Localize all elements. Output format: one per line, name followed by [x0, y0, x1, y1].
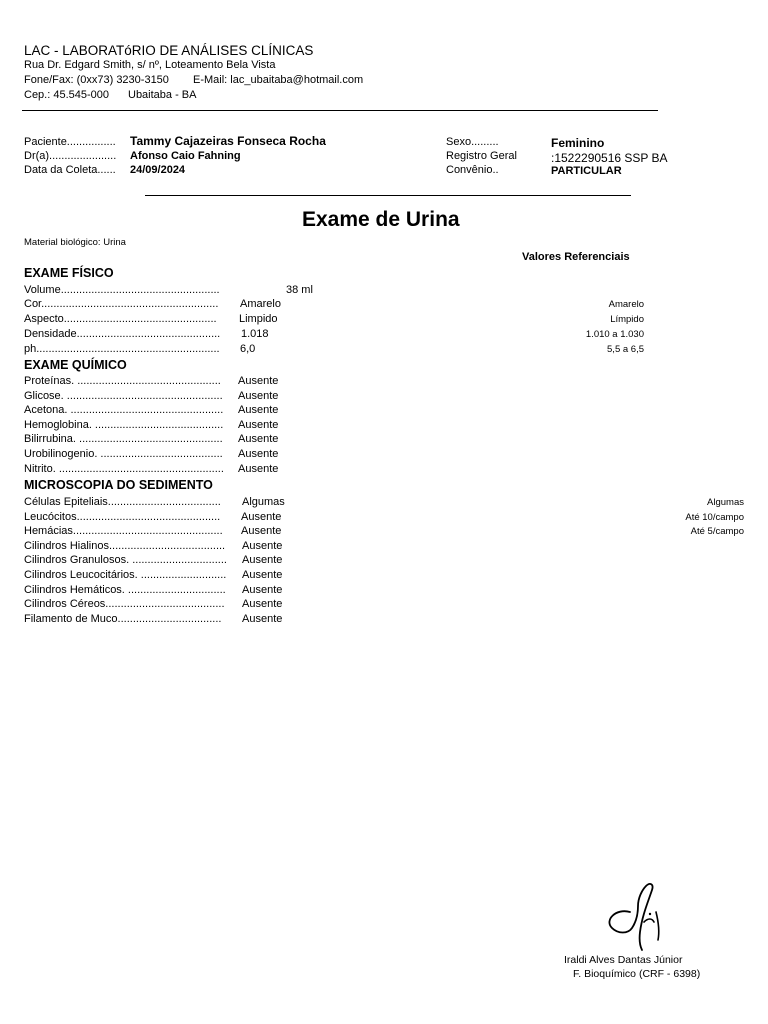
- fisico-row-label: Aspecto..................................................: [24, 313, 217, 325]
- sexo-label: Sexo.........: [446, 136, 499, 148]
- data-coleta-value: 24/09/2024: [130, 164, 186, 176]
- fisico-row-value: 6,0: [240, 343, 256, 355]
- convenio-label: Convênio..: [446, 164, 499, 176]
- convenio-value: PARTICULAR: [551, 165, 622, 177]
- patient-divider: [145, 195, 631, 196]
- signer-name: Iraldi Alves Dantas Júnior: [564, 954, 683, 966]
- fisico-heading: EXAME FÍSICO: [24, 266, 114, 280]
- quimico-row-label: Nitrito. ......................................................: [24, 463, 224, 475]
- lab-city: Ubaitaba - BA: [128, 89, 197, 101]
- fisico-row-ref: 5,5 a 6,5: [607, 344, 644, 355]
- lab-name: LAC - LABORATóRIO DE ANÁLISES CLÍNICAS: [24, 43, 314, 58]
- rg-label: Registro Geral: [446, 150, 517, 162]
- sedimento-row-value: Ausente: [241, 511, 282, 523]
- lab-email: E-Mail: lac_ubaitaba@hotmail.com: [193, 74, 364, 86]
- sedimento-row-label: Hemácias.................................................: [24, 525, 223, 537]
- sexo-value: Feminino: [551, 136, 605, 150]
- fisico-row-label: Cor..........................................................: [24, 298, 219, 310]
- lab-address: Rua Dr. Edgard Smith, s/ nº, Loteamento Bela Vista: [24, 59, 276, 71]
- sedimento-heading: MICROSCOPIA DO SEDIMENTO: [24, 478, 213, 492]
- exam-title: Exame de Urina: [302, 208, 460, 231]
- fisico-row-ref: Amarelo: [608, 299, 644, 310]
- sedimento-row-label: Filamento de Muco..................................: [24, 613, 222, 625]
- quimico-row-value: Ausente: [238, 404, 279, 416]
- quimico-row-value: Ausente: [238, 390, 279, 402]
- lab-phone: Fone/Fax: (0xx73) 3230-3150: [24, 74, 169, 86]
- lab-cep: Cep.: 45.545-000: [24, 89, 110, 101]
- sedimento-row-label: Leucócitos...............................................: [24, 511, 221, 523]
- quimico-row-label: Proteínas. ...............................................: [24, 375, 221, 387]
- quimico-row-label: Bilirrubina. ...............................................: [24, 433, 223, 445]
- sedimento-row-value: Ausente: [241, 525, 282, 537]
- fisico-row-value: Limpido: [239, 313, 278, 325]
- fisico-row-label: ph............................................................: [24, 343, 220, 355]
- sedimento-row-value: Ausente: [242, 540, 283, 552]
- quimico-heading: EXAME QUÍMICO: [24, 358, 127, 372]
- quimico-row-value: Ausente: [238, 419, 279, 431]
- fisico-row-label: Densidade...............................................: [24, 328, 221, 340]
- sedimento-row-label: Cilindros Leucocitários. ............................: [24, 569, 227, 581]
- paciente-value: Tammy Cajazeiras Fonseca Rocha: [130, 134, 326, 148]
- sedimento-row-value: Ausente: [242, 584, 283, 596]
- fisico-row-label: Volume....................................................: [24, 284, 220, 296]
- quimico-row-value: Ausente: [238, 375, 279, 387]
- ref-header: Valores Referenciais: [522, 251, 630, 263]
- sedimento-row-label: Cilindros Hialinos......................................: [24, 540, 226, 552]
- sedimento-row-label: Cilindros Céreos.......................................: [24, 598, 225, 610]
- material-label: Material biológico: Urina: [24, 237, 126, 248]
- sedimento-row-value: Ausente: [242, 598, 283, 610]
- quimico-row-label: Urobilinogenio. ........................................: [24, 448, 223, 460]
- fisico-row-value: Amarelo: [240, 298, 281, 310]
- data-coleta-label: Data da Coleta......: [24, 164, 116, 176]
- sedimento-row-ref: Até 5/campo: [690, 526, 744, 537]
- quimico-row-value: Ausente: [238, 448, 279, 460]
- dr-label: Dr(a)......................: [24, 150, 117, 162]
- fisico-row-ref: Límpido: [610, 314, 644, 325]
- quimico-row-value: Ausente: [238, 433, 279, 445]
- quimico-row-label: Hemoglobina. ..........................................: [24, 419, 224, 431]
- paciente-label: Paciente................: [24, 136, 116, 148]
- quimico-row-value: Ausente: [238, 463, 279, 475]
- dr-value: Afonso Caio Fahning: [130, 150, 241, 162]
- sedimento-row-value: Ausente: [242, 569, 283, 581]
- signature-mark: [598, 878, 674, 954]
- sedimento-row-value: Ausente: [242, 554, 283, 566]
- rg-value: :1522290516 SSP BA: [551, 151, 668, 165]
- sedimento-row-label: Cilindros Hemáticos. ................................: [24, 584, 226, 596]
- header-divider: [22, 110, 658, 111]
- fisico-row-value: 38 ml: [286, 284, 313, 296]
- sedimento-row-value: Algumas: [242, 496, 285, 508]
- quimico-row-label: Acetona. ..................................................: [24, 404, 224, 416]
- fisico-row-value: 1.018: [241, 328, 269, 340]
- sedimento-row-ref: Até 10/campo: [685, 512, 744, 523]
- sedimento-row-label: Cilindros Granulosos. ...............................: [24, 554, 227, 566]
- quimico-row-label: Glicose. ...................................................: [24, 390, 223, 402]
- sedimento-row-value: Ausente: [242, 613, 283, 625]
- sedimento-row-ref: Algumas: [707, 497, 744, 508]
- sedimento-row-label: Células Epiteliais.....................................: [24, 496, 221, 508]
- fisico-row-ref: 1.010 a 1.030: [585, 329, 644, 340]
- signer-role: F. Bioquímico (CRF - 6398): [573, 968, 701, 980]
